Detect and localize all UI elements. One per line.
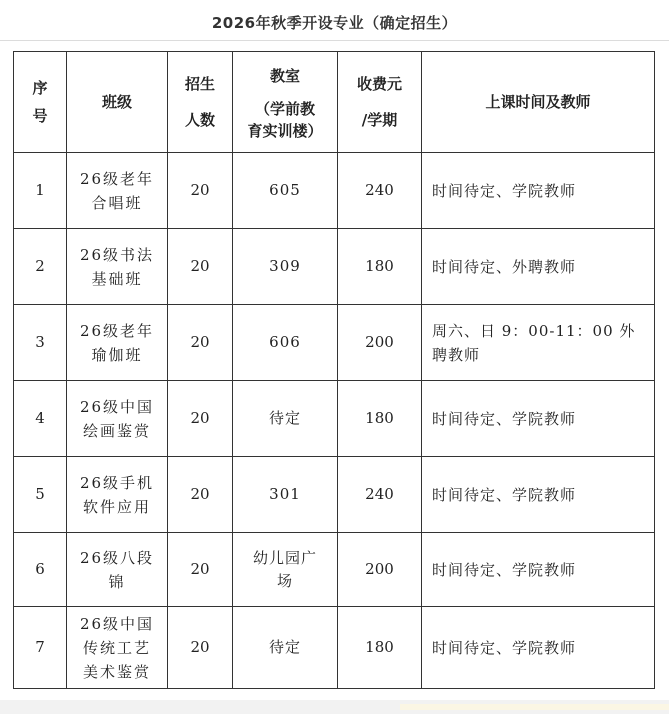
cell-fee: 200 [338, 533, 422, 607]
cell-enroll: 20 [168, 229, 233, 305]
cell-index: 5 [14, 457, 67, 533]
cell-room: 309 [233, 229, 338, 305]
header-room: 教室 （学前教 育实训楼） [233, 52, 338, 153]
cell-room: 605 [233, 153, 338, 229]
header-index: 序 号 [14, 52, 67, 153]
table-row [14, 305, 655, 381]
cell-fee: 180 [338, 381, 422, 457]
cell-fee: 180 [338, 607, 422, 689]
cell-fee: 240 [338, 457, 422, 533]
cell-index: 1 [14, 153, 67, 229]
cell-enroll: 20 [168, 153, 233, 229]
header-row [14, 52, 655, 153]
cell-room: 待定 [233, 607, 338, 689]
cell-index: 2 [14, 229, 67, 305]
table-row [14, 381, 655, 457]
cell-enroll: 20 [168, 305, 233, 381]
cell-room: 301 [233, 457, 338, 533]
cell-class: 26级八段锦 [67, 533, 168, 607]
cell-index: 4 [14, 381, 67, 457]
enrollment-table [13, 51, 655, 689]
table-row [14, 457, 655, 533]
title-divider [0, 40, 669, 41]
header-enroll: 招生 人数 [168, 52, 233, 153]
cell-room: 606 [233, 305, 338, 381]
bottom-band [400, 704, 669, 710]
cell-schedule: 时间待定、学院教师 [422, 381, 655, 457]
cell-fee: 240 [338, 153, 422, 229]
cell-class: 26级中国绘画鉴赏 [67, 381, 168, 457]
table-row [14, 153, 655, 229]
cell-enroll: 20 [168, 457, 233, 533]
cell-schedule: 时间待定、学院教师 [422, 533, 655, 607]
table-title: 2026年秋季开设专业（确定招生） [211, 14, 458, 32]
cell-schedule: 时间待定、学院教师 [422, 153, 655, 229]
cell-schedule: 时间待定、学院教师 [422, 457, 655, 533]
table-row [14, 607, 655, 689]
table-row [14, 533, 655, 607]
cell-schedule: 周六、日 9：00-11：00 外聘教师 [422, 305, 655, 381]
header-schedule: 上课时间及教师 [422, 52, 655, 153]
cell-index: 3 [14, 305, 67, 381]
cell-enroll: 20 [168, 533, 233, 607]
cell-schedule: 时间待定、外聘教师 [422, 229, 655, 305]
cell-fee: 180 [338, 229, 422, 305]
cell-class: 26级老年瑜伽班 [67, 305, 168, 381]
cell-index: 6 [14, 533, 67, 607]
cell-class: 26级手机软件应用 [67, 457, 168, 533]
cell-room: 幼儿园广场 [233, 533, 338, 607]
header-fee: 收费元 /学期 [338, 52, 422, 153]
cell-enroll: 20 [168, 607, 233, 689]
cell-schedule: 时间待定、学院教师 [422, 607, 655, 689]
cell-fee: 200 [338, 305, 422, 381]
table-row [14, 229, 655, 305]
cell-class: 26级中国传统工艺美术鉴赏 [67, 607, 168, 689]
header-class: 班级 [67, 52, 168, 153]
cell-room: 待定 [233, 381, 338, 457]
cell-index: 7 [14, 607, 67, 689]
cell-class: 26级书法基础班 [67, 229, 168, 305]
cell-class: 26级老年合唱班 [67, 153, 168, 229]
cell-enroll: 20 [168, 381, 233, 457]
